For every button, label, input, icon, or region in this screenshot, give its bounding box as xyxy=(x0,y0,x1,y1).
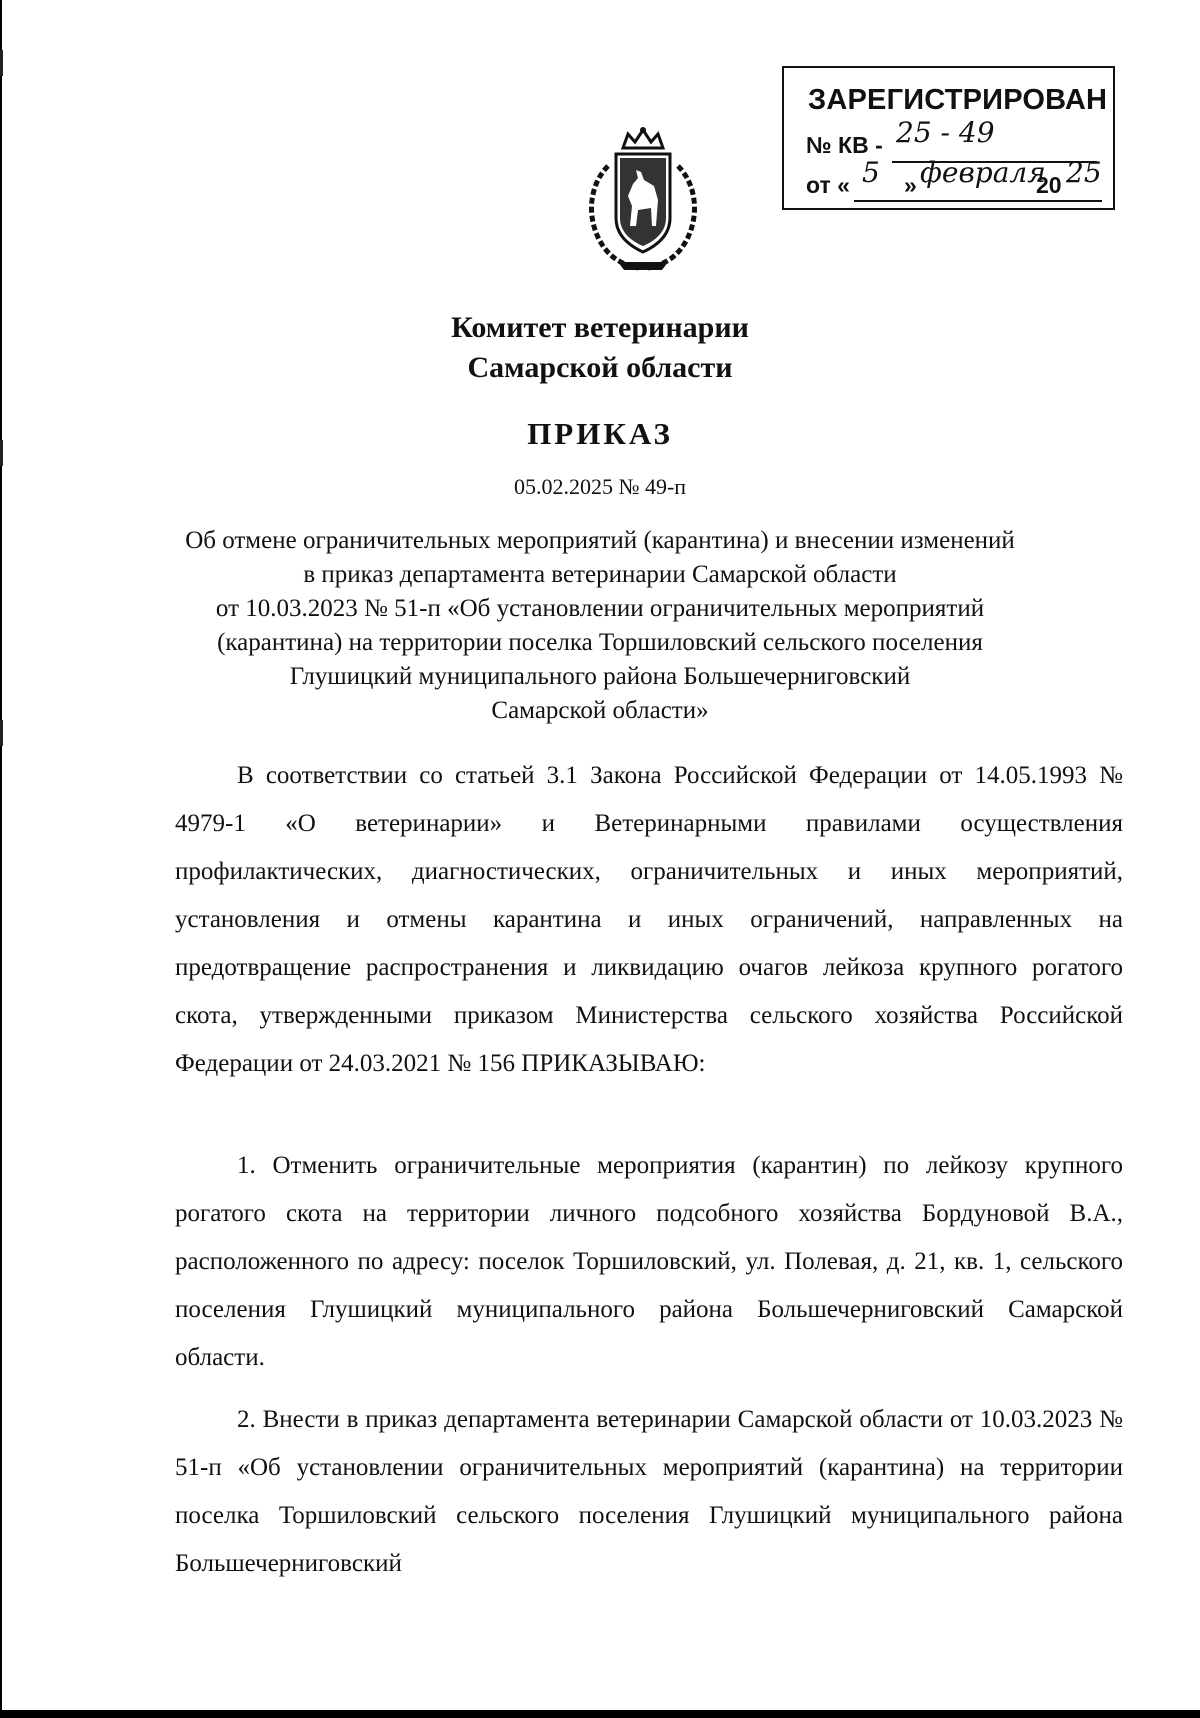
stamp-underline xyxy=(854,200,1102,202)
stamp-number-handwritten: 25 - 49 xyxy=(896,116,995,149)
org-line-1: Комитет ветеринарии xyxy=(451,311,749,344)
org-line-2: Самарской области xyxy=(467,351,733,384)
subject-line: Самарской области» xyxy=(491,697,709,724)
document-subject xyxy=(0,524,1200,728)
issuing-organization xyxy=(0,308,1200,388)
subject-line: (карантина) на территории поселка Торшиловский сельского поселения xyxy=(217,629,983,656)
stamp-title: ЗАРЕГИСТРИРОВАН xyxy=(808,84,1108,116)
stamp-date-month: февраля xyxy=(920,156,1046,189)
subject-line: Глушицкий муниципального района Большечерниговский xyxy=(289,663,911,690)
samara-region-coat-of-arms-icon xyxy=(578,126,708,274)
scan-bottom-edge xyxy=(0,1710,1200,1718)
scan-left-edge xyxy=(0,0,2,1718)
stamp-number-prefix: № КВ - xyxy=(806,132,883,158)
preamble-paragraph: В соответствии со статьей 3.1 Закона Российской Федерации от 14.05.1993 № 4979-1 «О ветеринарии» и Ветеринарными правилами осуществления профилактических, диагностических, ограничительных и иных мероприятий, установления и отмены карантина и иных ограничений, направленных на предотвращение распространения и ликвидацию очагов лейкоза крупного рогатого скота, утвержденными приказом Министерства сельского хозяйства Российской Федерации от 24.03.2021 № 156 ПРИКАЗЫВАЮ: xyxy=(175,762,1123,1077)
stamp-number-row xyxy=(806,132,883,159)
stamp-date-prefix: от « xyxy=(806,172,850,198)
order-item-2: 2. Внести в приказ департамента ветеринарии Самарской области от 10.03.2023 № 51-п «Об установлении ограничительных мероприятий (карантина) на территории поселка Торшиловский сельского поселения Глушицкий муниципального района Большечерниговский xyxy=(175,1406,1123,1577)
stamp-date-year-prefix: 20 xyxy=(1036,172,1062,198)
stamp-date-year-handwritten: 25 xyxy=(1066,156,1102,189)
scan-mark xyxy=(0,50,3,76)
document-date-number: 05.02.2025 № 49-п xyxy=(513,474,687,499)
subject-line: в приказ департамента ветеринарии Самарской области xyxy=(303,561,897,588)
subject-line: от 10.03.2023 № 51-п «Об установлении ограничительных мероприятий xyxy=(215,595,985,622)
stamp-date-day: 5 xyxy=(862,156,880,189)
subject-line: Об отмене ограничительных мероприятий (карантина) и внесении изменений xyxy=(185,527,1015,554)
stamp-date-mid: » xyxy=(904,172,917,198)
registration-stamp xyxy=(782,66,1115,210)
stamp-date-row xyxy=(806,172,850,199)
document-type-title: ПРИКАЗ xyxy=(527,416,673,451)
order-item-1: 1. Отменить ограничительные мероприятия (карантин) по лейкозу крупного рогатого скота на территории личного подсобного хозяйства Бордуновой В.А., расположенного по адресу: поселок Торшиловский, ул. Полевая, д. 21, кв. 1, сельского поселения Глушицкий муниципального района Большечерниговский Самарской области. xyxy=(175,1152,1123,1371)
